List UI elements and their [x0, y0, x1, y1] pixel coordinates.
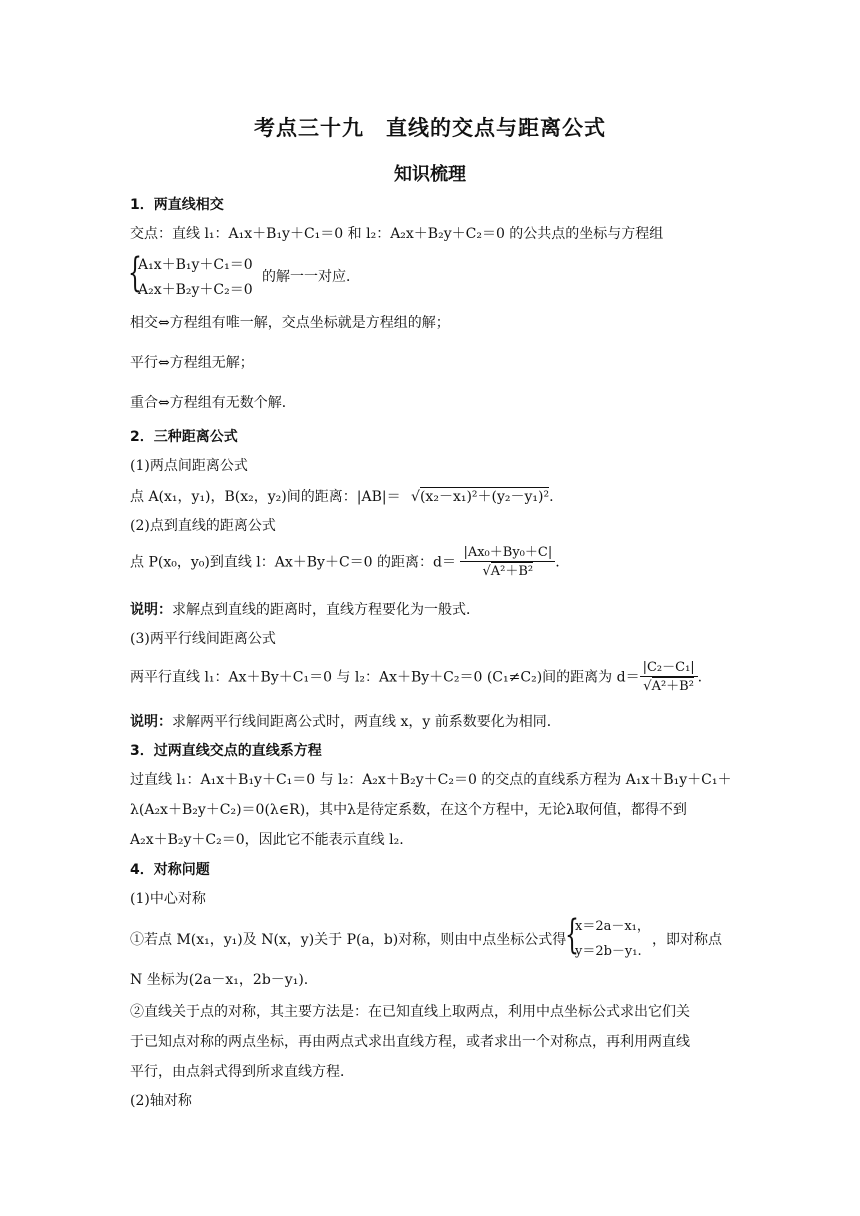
line-point-symmetry-2: 于已知点对称的两点坐标，再由两点式求出直线方程，或者求出一个对称点，再利用两直线	[130, 1034, 690, 1050]
period: .	[555, 554, 560, 571]
system-brace: {	[128, 250, 142, 296]
central-symmetry-text: ①若点 M(x₁，y₁)及 N(x，y)关于 P(a，b)对称，则由中点坐标公式得	[130, 932, 567, 948]
axial-symmetry-title: (2)轴对称	[130, 1093, 192, 1109]
heading-line-family: 3．过两直线交点的直线系方程	[130, 743, 322, 759]
point-line-denominator-expr: A²＋B²	[490, 564, 534, 579]
intersection-definition: 交点：直线 l₁：A₁x＋B₁y＋C₁＝0 和 l₂：A₂x＋B₂y＋C₂＝0 的公共点的坐标与方程组	[130, 226, 664, 242]
note-label: 说明：	[130, 602, 172, 618]
heading-symmetry: 4．对称问题	[130, 862, 210, 878]
parallel-lines-text: 两平行直线 l₁：Ax＋By＋C₁＝0 与 l₂：Ax＋By＋C₂＝0 (C₁≠C₂)间的距离为 d＝	[130, 669, 640, 686]
system-eq-2: A₂x＋B₂y＋C₂＝0	[138, 282, 253, 298]
two-point-formula: (x₂－x₁)²＋(y₂－y₁)²	[419, 489, 550, 505]
note-text: 求解两平行线间距离公式时，两直线 x，y 前系数要化为相同．	[172, 714, 561, 730]
note-same-coefficients	[130, 713, 561, 731]
two-point-formula-line	[130, 488, 554, 506]
line-family-text-3: A₂x＋B₂y＋C₂＝0，因此它不能表示直线 l₂.	[130, 832, 404, 848]
parallel-lines-formula-line	[130, 660, 702, 695]
period: .	[549, 489, 554, 505]
heading-distance-formulas: 2．三种距离公式	[130, 429, 238, 445]
line-point-symmetry-1: ②直线关于点的对称，其主要方法是：在已知直线上取两点，利用中点坐标公式求出它们关	[130, 1004, 690, 1020]
point-line-title: (2)点到直线的距离公式	[130, 518, 276, 534]
note-label: 说明：	[130, 714, 172, 730]
parallel-condition: 平行⇔方程组无解；	[130, 355, 254, 371]
midpoint-brace: {	[565, 912, 579, 958]
point-line-text: 点 P(x₀，y₀)到直线 l：Ax＋By＋C＝0 的距离：d＝	[130, 554, 456, 571]
period: .	[697, 669, 703, 686]
parallel-lines-denominator: √A²＋B²	[640, 676, 698, 695]
system-solution-text: 的解一一对应．	[262, 269, 360, 285]
parallel-lines-denominator-expr: A²＋B²	[651, 679, 694, 694]
sqrt-icon: √	[411, 489, 420, 505]
parallel-lines-fraction	[640, 660, 698, 695]
note-text: 求解点到直线的距离时，直线方程要化为一般式．	[172, 602, 480, 618]
intersect-condition: 相交⇔方程组有唯一解，交点坐标就是方程组的解；	[130, 315, 450, 331]
two-point-text: 点 A(x₁，y₁)，B(x₂，y₂)间的距离：|AB|＝	[130, 489, 401, 505]
line-point-symmetry-3: 平行，由点斜式得到所求直线方程．	[130, 1064, 354, 1080]
page-title: 考点三十九 直线的交点与距离公式	[254, 116, 606, 140]
midpoint-eq-2: y＝2b－y₁.	[575, 944, 642, 959]
heading-intersection: 1．两直线相交	[130, 197, 224, 213]
point-line-formula-line	[130, 545, 560, 580]
central-symmetry-title: (1)中心对称	[130, 891, 206, 907]
point-line-numerator: |Ax₀＋By₀＋C|	[463, 545, 553, 560]
midpoint-eq-1: x＝2a－x₁，	[575, 919, 650, 934]
central-symmetry-tail: ，即对称点	[652, 932, 722, 948]
parallel-lines-numerator: |C₂－C₁|	[642, 660, 695, 675]
point-line-fraction	[460, 545, 555, 580]
line-family-text-2: λ(A₂x＋B₂y＋C₂)＝0(λ∈R)，其中λ是待定系数，在这个方程中，无论λ取何值，都得不到	[130, 802, 687, 818]
note-general-form	[130, 601, 480, 619]
point-line-denominator: √A²＋B²	[460, 561, 555, 580]
line-family-text-1: 过直线 l₁：A₁x＋B₁y＋C₁＝0 与 l₂：A₂x＋B₂y＋C₂＝0 的交点的直线系方程为 A₁x＋B₁y＋C₁＋	[130, 772, 732, 788]
parallel-lines-title: (3)两平行线间距离公式	[130, 631, 276, 647]
two-point-title: (1)两点间距离公式	[130, 458, 248, 474]
coincide-condition: 重合⇔方程组有无数个解．	[130, 395, 296, 411]
symmetric-point-coordinates: N 坐标为(2a－x₁，2b－y₁).	[130, 972, 309, 988]
section-subtitle: 知识梳理	[394, 164, 466, 185]
system-eq-1: A₁x＋B₁y＋C₁＝0	[138, 257, 253, 273]
